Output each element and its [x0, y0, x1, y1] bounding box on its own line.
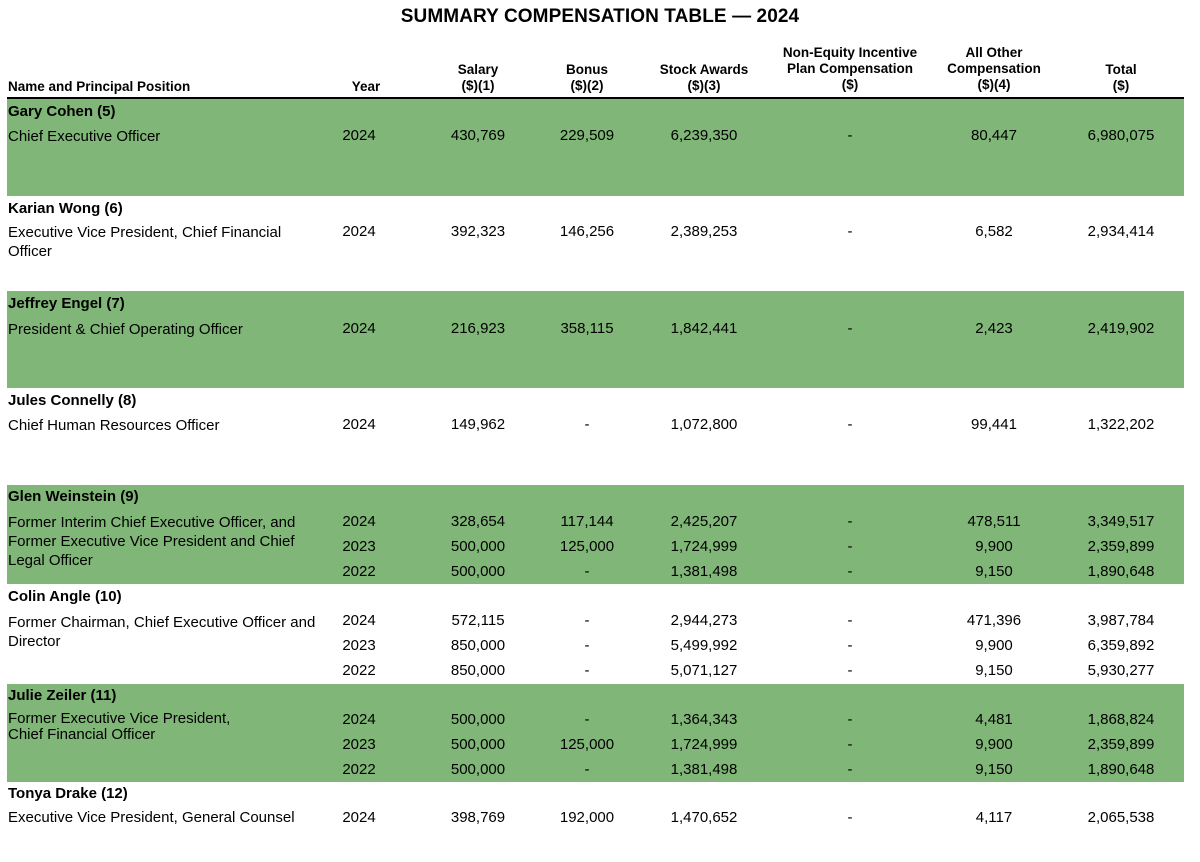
cell-nonequity: -: [847, 538, 853, 555]
cell-other-comp: 478,511: [967, 513, 1021, 530]
header-total: [1070, 62, 1172, 94]
cell-other-comp: 9,900: [975, 736, 1013, 753]
cell-nonequity: -: [847, 416, 853, 433]
cell-total: 1,890,648: [1087, 563, 1155, 580]
cell-bonus: 117,144: [560, 513, 614, 530]
cell-salary: 328,654: [450, 513, 506, 530]
cell-salary: 149,962: [450, 416, 506, 433]
cell-stock-awards: 1,364,343: [670, 711, 738, 728]
cell-year: 2023: [342, 538, 376, 555]
cell-total: 1,868,824: [1087, 711, 1155, 728]
header-other: [934, 45, 1054, 93]
cell-other-comp: 99,441: [971, 416, 1017, 433]
executive-name: Glen Weinstein (9): [8, 488, 139, 505]
executive-position: President & Chief Operating Officer: [8, 321, 243, 338]
header-stock: [648, 62, 760, 94]
header-bonus: [540, 62, 634, 94]
executive-name: Karian Wong (6): [8, 200, 123, 217]
cell-salary: 500,000: [450, 761, 506, 778]
cell-nonequity: -: [847, 513, 853, 530]
row-band: [7, 99, 1184, 196]
header-nonequity-line3: ($): [841, 77, 859, 92]
header-name: Name and Principal Position: [8, 79, 191, 94]
cell-other-comp: 80,447: [971, 127, 1017, 144]
cell-year: 2024: [342, 320, 376, 337]
cell-stock-awards: 1,842,441: [670, 320, 738, 337]
header-salary-line2: ($)(1): [461, 78, 495, 93]
cell-nonequity: -: [847, 711, 853, 728]
cell-year: 2022: [342, 563, 376, 580]
executive-name: Colin Angle (10): [8, 588, 122, 605]
executive-position: Executive Vice President, General Counsel: [8, 809, 295, 826]
cell-other-comp: 9,900: [975, 637, 1013, 654]
cell-year: 2024: [342, 416, 376, 433]
cell-total: 1,890,648: [1087, 761, 1155, 778]
cell-bonus: -: [584, 612, 590, 629]
cell-year: 2024: [342, 223, 376, 240]
cell-year: 2022: [342, 761, 376, 778]
header-other-line2: Compensation: [947, 61, 1041, 76]
executive-name: Jeffrey Engel (7): [8, 295, 125, 312]
cell-stock-awards: 2,389,253: [670, 223, 738, 240]
cell-other-comp: 9,150: [975, 761, 1013, 778]
cell-other-comp: 9,150: [975, 563, 1013, 580]
executive-name: Julie Zeiler (11): [8, 687, 117, 704]
cell-salary: 398,769: [450, 809, 506, 826]
cell-nonequity: -: [847, 223, 853, 240]
cell-total: 1,322,202: [1087, 416, 1155, 433]
executive-name: Tonya Drake (12): [8, 785, 128, 802]
cell-bonus: 192,000: [559, 809, 615, 826]
header-bonus-line1: Bonus: [566, 62, 608, 77]
cell-salary: 216,923: [450, 320, 506, 337]
cell-stock-awards: 1,381,498: [670, 563, 738, 580]
cell-other-comp: 9,150: [975, 662, 1013, 679]
cell-other-comp: 2,423: [975, 320, 1013, 337]
cell-nonequity: -: [847, 809, 853, 826]
cell-stock-awards: 1,072,800: [670, 416, 738, 433]
cell-stock-awards: 2,425,207: [670, 513, 738, 530]
header-salary-line1: Salary: [457, 62, 499, 77]
table-title: SUMMARY COMPENSATION TABLE — 2024: [400, 6, 800, 27]
cell-year: 2024: [342, 612, 376, 629]
row-band: [7, 291, 1184, 388]
cell-other-comp: 471,396: [966, 612, 1022, 629]
cell-bonus: 358,115: [560, 320, 614, 337]
cell-nonequity: -: [847, 761, 853, 778]
header-other-line3: ($)(4): [977, 77, 1011, 92]
header-other-line1: All Other: [965, 45, 1023, 60]
cell-year: 2024: [342, 127, 376, 144]
cell-nonequity: -: [847, 662, 853, 679]
cell-stock-awards: 1,381,498: [670, 761, 738, 778]
cell-nonequity: -: [847, 736, 853, 753]
executive-name: Jules Connelly (8): [8, 392, 137, 409]
cell-total: 2,419,902: [1087, 320, 1155, 337]
cell-other-comp: 6,582: [975, 223, 1013, 240]
cell-stock-awards: 6,239,350: [670, 127, 738, 144]
cell-bonus: 125,000: [559, 538, 615, 555]
cell-stock-awards: 1,724,999: [670, 538, 738, 555]
cell-bonus: -: [584, 761, 590, 778]
cell-total: 6,980,075: [1087, 127, 1155, 144]
cell-salary: 500,000: [450, 736, 506, 753]
executive-position: Former Executive Vice President, Chief Financial Officer: [8, 710, 231, 743]
cell-stock-awards: 5,071,127: [670, 662, 738, 679]
header-year: Year: [351, 79, 381, 94]
cell-other-comp: 9,900: [975, 538, 1013, 555]
cell-bonus: -: [584, 637, 590, 654]
cell-total: 2,359,899: [1087, 538, 1155, 555]
cell-total: 5,930,277: [1087, 662, 1155, 679]
cell-total: 2,065,538: [1087, 809, 1155, 826]
cell-salary: 572,115: [451, 612, 505, 629]
cell-year: 2024: [342, 809, 376, 826]
executive-position: Former Interim Chief Executive Officer, and Former Executive Vice President and Chief Legal Officer: [8, 514, 296, 569]
cell-total: 3,349,517: [1087, 513, 1155, 530]
cell-total: 3,987,784: [1087, 612, 1155, 629]
cell-stock-awards: 1,470,652: [670, 809, 738, 826]
header-bonus-line2: ($)(2): [570, 78, 604, 93]
cell-bonus: 229,509: [559, 127, 615, 144]
executive-position: Former Chairman, Chief Executive Officer and Director: [8, 614, 316, 650]
header-nonequity: [770, 45, 930, 93]
cell-year: 2022: [342, 662, 376, 679]
cell-bonus: 125,000: [559, 736, 615, 753]
cell-bonus: -: [584, 662, 590, 679]
header-salary: [430, 62, 526, 94]
header-nonequity-line1: Non-Equity Incentive: [782, 45, 918, 60]
cell-year: 2024: [342, 513, 376, 530]
header-nonequity-line2: Plan Compensation: [786, 61, 913, 76]
executive-position: Executive Vice President, Chief Financial Officer: [8, 224, 282, 260]
cell-salary: 850,000: [450, 662, 506, 679]
cell-nonequity: -: [847, 563, 853, 580]
cell-stock-awards: 2,944,273: [670, 612, 738, 629]
cell-salary: 392,323: [450, 223, 506, 240]
executive-position: Chief Executive Officer: [8, 128, 161, 145]
cell-other-comp: 4,481: [975, 711, 1013, 728]
cell-nonequity: -: [847, 127, 853, 144]
header-total-line1: Total: [1105, 62, 1137, 77]
cell-salary: 500,000: [450, 711, 506, 728]
cell-bonus: 146,256: [559, 223, 615, 240]
cell-nonequity: -: [847, 320, 853, 337]
cell-stock-awards: 1,724,999: [670, 736, 738, 753]
header-stock-line1: Stock Awards: [659, 62, 749, 77]
cell-salary: 500,000: [450, 563, 506, 580]
header-total-line2: ($): [1112, 78, 1130, 93]
cell-year: 2023: [342, 736, 376, 753]
cell-year: 2023: [342, 637, 376, 654]
cell-year: 2024: [342, 711, 376, 728]
cell-bonus: -: [584, 563, 590, 580]
cell-total: 6,359,892: [1087, 637, 1155, 654]
header-stock-line2: ($)(3): [687, 78, 721, 93]
cell-total: 2,359,899: [1087, 736, 1155, 753]
cell-other-comp: 4,117: [975, 809, 1013, 826]
cell-nonequity: -: [847, 637, 853, 654]
cell-salary: 430,769: [450, 127, 506, 144]
cell-nonequity: -: [847, 612, 853, 629]
cell-total: 2,934,414: [1087, 223, 1155, 240]
cell-bonus: -: [584, 711, 590, 728]
cell-salary: 500,000: [450, 538, 506, 555]
row-band: [7, 388, 1184, 485]
cell-bonus: -: [584, 416, 590, 433]
cell-salary: 850,000: [450, 637, 506, 654]
executive-name: Gary Cohen (5): [8, 103, 116, 120]
cell-stock-awards: 5,499,992: [670, 637, 738, 654]
executive-position: Chief Human Resources Officer: [8, 417, 220, 434]
